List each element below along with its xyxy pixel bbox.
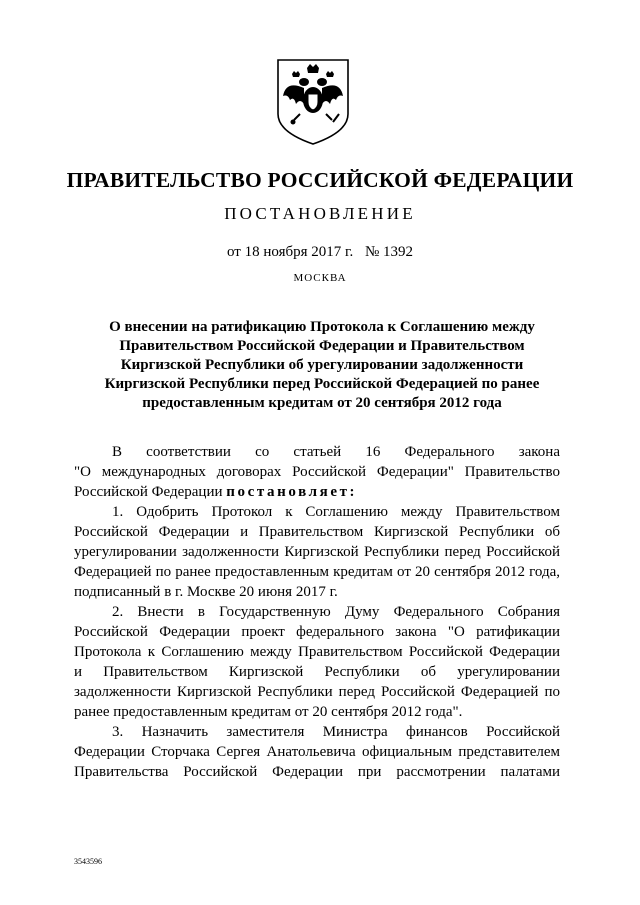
body-line: урегулировании задолженности Киргизской Республики перед Российской — [74, 544, 560, 560]
subject-line: Правительством Российской Федерации и Правительством — [119, 338, 525, 354]
body-line: Федерацией по ранее предоставленным кредитам от 20 сентября 2012 года, — [74, 564, 560, 580]
body-line: Российской Федерации проект федерального закона "О ратификации — [74, 624, 560, 640]
body-line: и Правительством Киргизской Республики об урегулировании — [74, 664, 560, 680]
body-line: задолженности Киргизской Республики перед Российской Федерацией по — [74, 684, 560, 700]
body-line: Федерации Сторчака Сергея Анатольевича официальным представителем — [74, 744, 560, 760]
body-line: Российской Федерации и Правительством Киргизской Республики об — [74, 524, 560, 540]
body-line — [74, 482, 560, 502]
body-line: Протокола к Соглашению между Правительством Российской Федерации — [74, 644, 560, 660]
document-type: ПОСТАНОВЛЕНИЕ — [224, 204, 416, 223]
coat-of-arms-emblem — [274, 56, 352, 146]
body-line: 3. Назначить заместителя Министра финансов Российской — [112, 724, 560, 740]
date-line — [0, 244, 640, 261]
government-title: ПРАВИТЕЛЬСТВО РОССИЙСКОЙ ФЕДЕРАЦИИ — [66, 168, 574, 192]
russian-coat-of-arms-icon — [274, 56, 352, 146]
date-prefix: от — [226, 244, 241, 260]
subject-line: Киргизской Республики об урегулировании задолженности — [120, 357, 524, 373]
document-code: 3543596 — [74, 857, 102, 866]
body-text: Российской Федерации — [74, 484, 223, 500]
body-line: В соответствии со статьей 16 Федерального закона — [112, 444, 560, 460]
body-line: 1. Одобрить Протокол к Соглашению между Правительством — [112, 504, 560, 520]
number-sign: № — [364, 244, 380, 260]
body-line: "О международных договорах Российской Федерации" Правительство — [74, 464, 560, 480]
resolution-word: постановляет: — [226, 484, 358, 500]
body-line: Правительства Российской Федерации при рассмотрении палатами — [74, 764, 560, 780]
document-subject — [80, 318, 564, 413]
subject-line: О внесении на ратификацию Протокола к Соглашению между — [109, 319, 535, 335]
city: МОСКВА — [293, 272, 347, 284]
subject-line: предоставленным кредитам от 20 сентября 2012 года — [142, 395, 502, 411]
document-number: 1392 — [383, 244, 414, 260]
body-line: подписанный в г. Москве 20 июня 2017 г. — [74, 584, 338, 600]
body-line: 2. Внести в Государственную Думу Федерального Собрания — [112, 604, 560, 620]
body-line: ранее предоставленным кредитам от 20 сентября 2012 года". — [74, 704, 463, 720]
subject-line: Киргизской Республики перед Российской Федерацией по ранее — [104, 376, 540, 392]
document-body — [74, 442, 560, 782]
document-date: 18 ноября 2017 г. — [244, 244, 354, 260]
